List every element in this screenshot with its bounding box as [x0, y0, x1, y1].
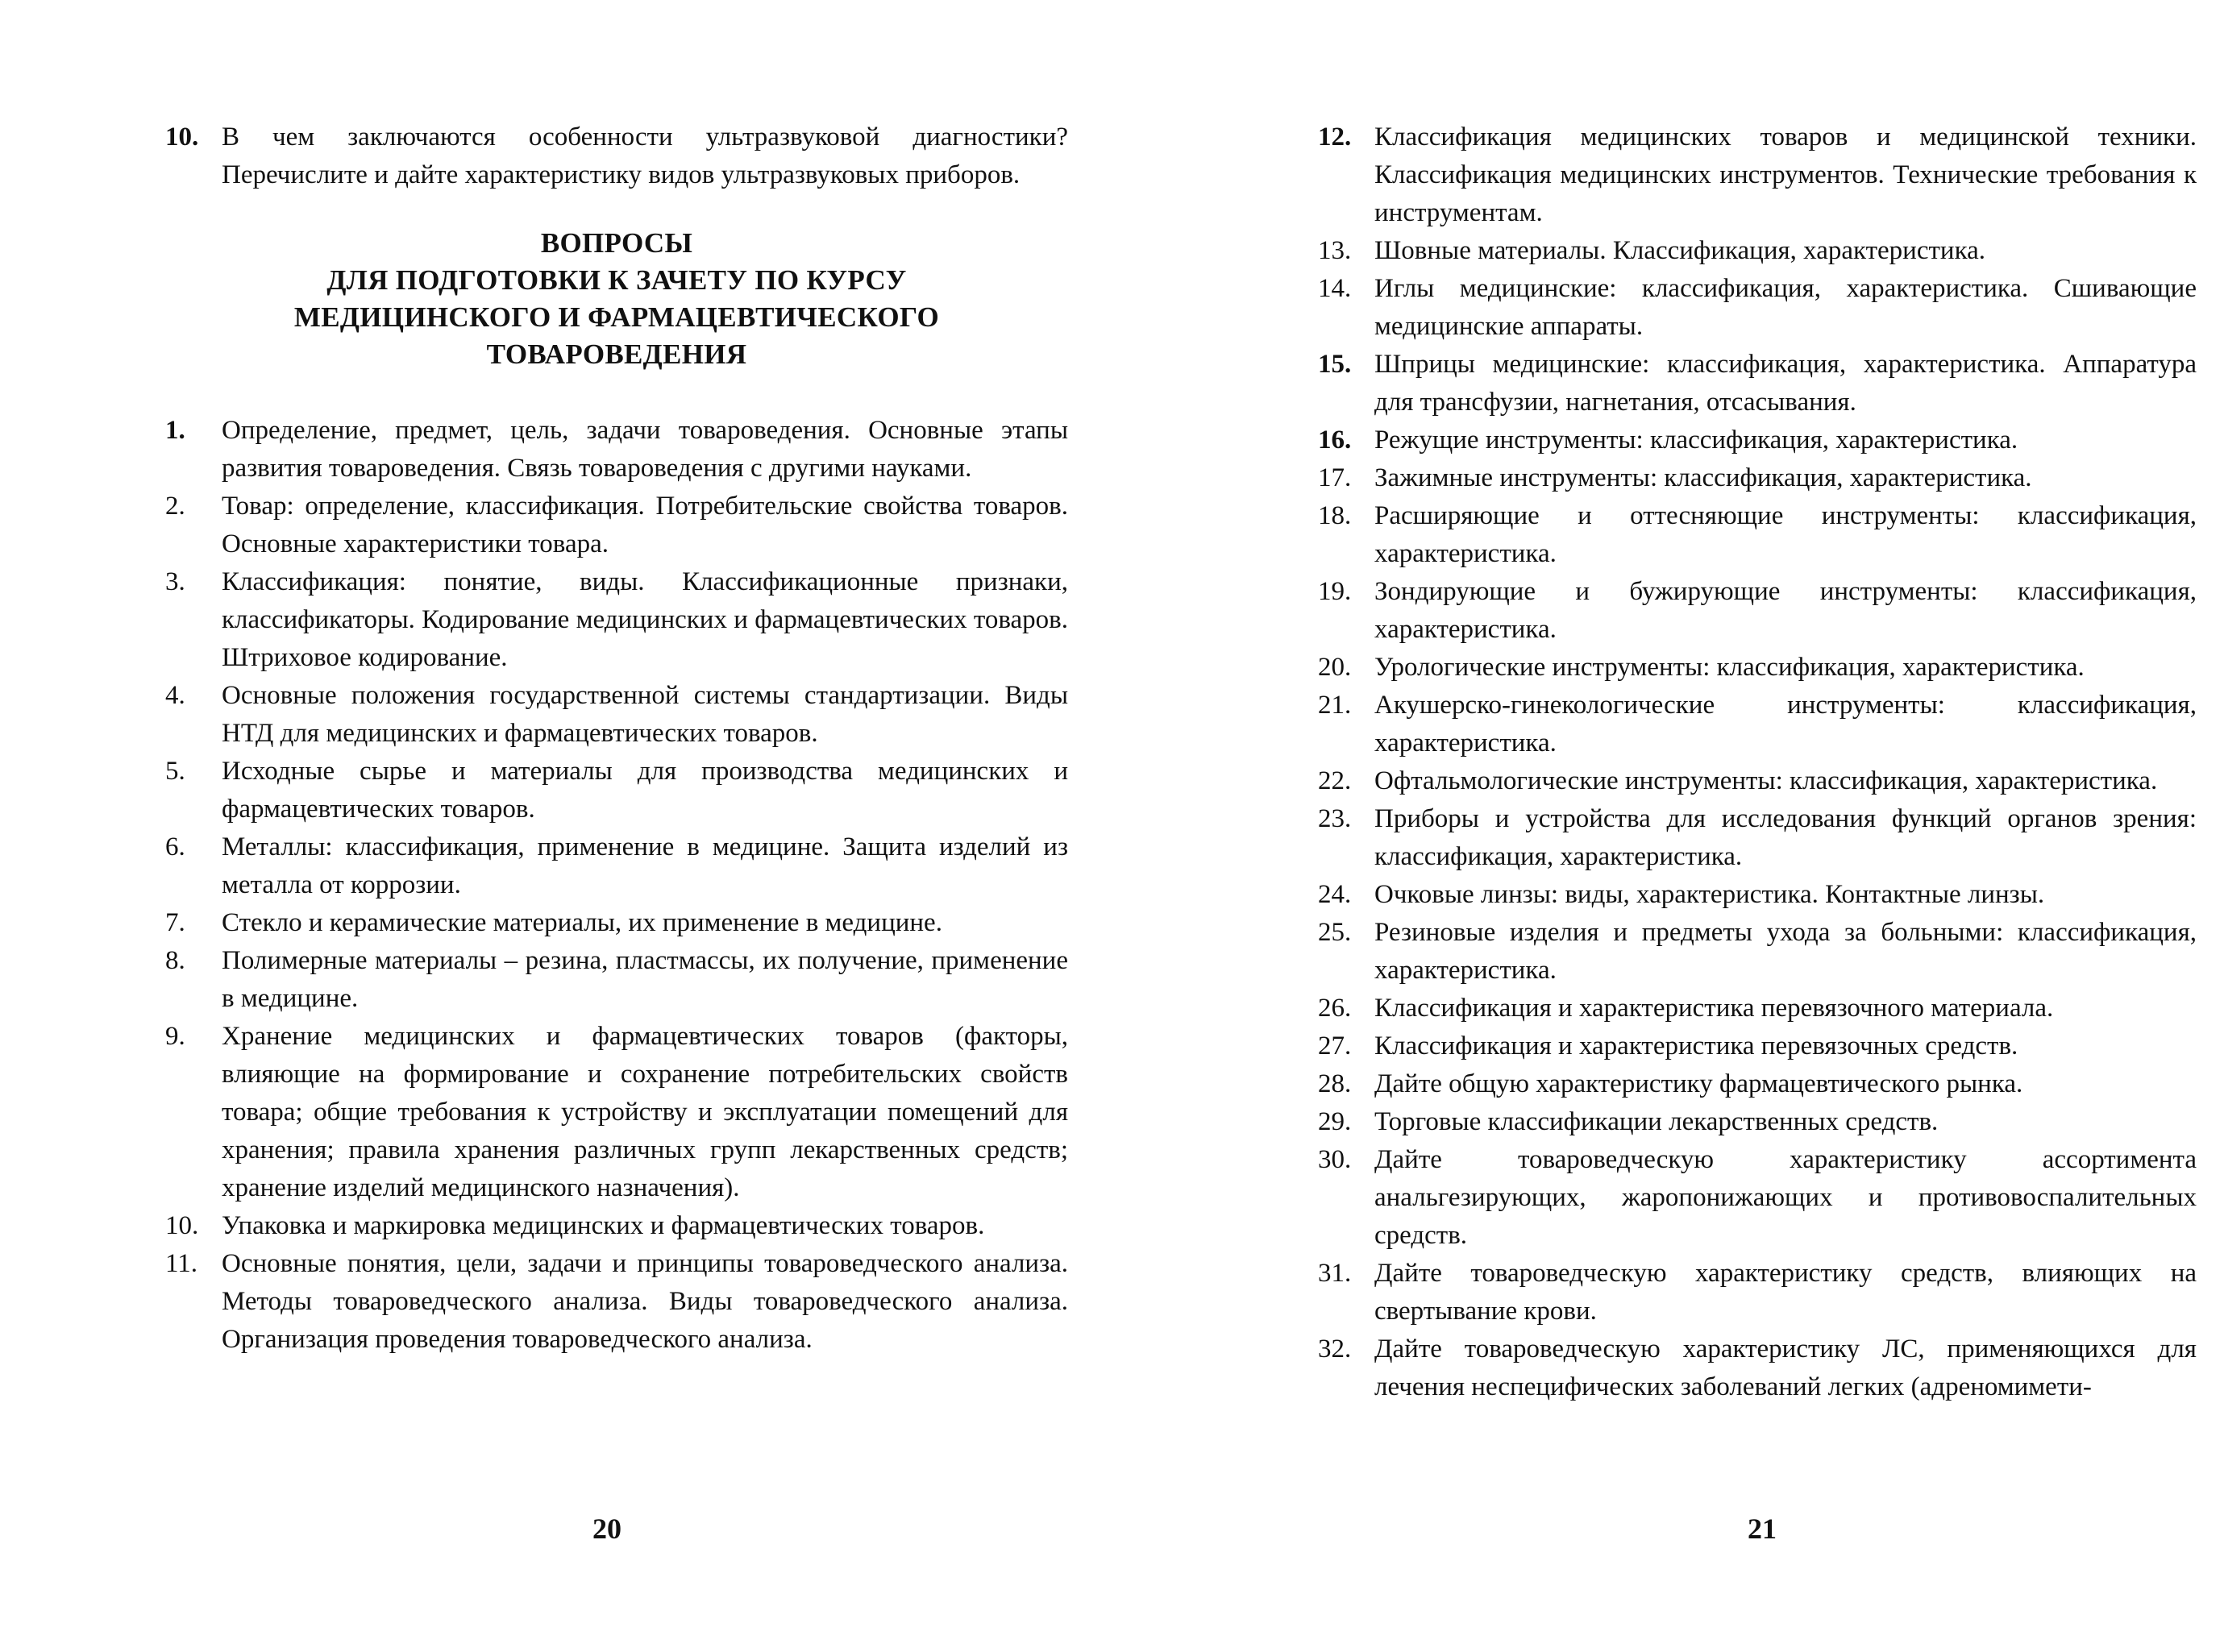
item-text: Классификация медицинских товаров и медицинской техники. Классификация медицинских инструментов. Технические требования к инструментам. — [1374, 122, 2197, 227]
list-item — [165, 904, 1068, 942]
item-number: 16. — [1318, 425, 1352, 455]
left-page-content — [165, 118, 1068, 1359]
item-number: 25. — [1318, 918, 1352, 947]
list-item — [1318, 914, 2197, 990]
item-number: 4. — [165, 681, 185, 710]
list-item — [1318, 118, 2197, 232]
item-text: Очковые линзы: виды, характеристика. Контактные линзы. — [1374, 880, 2045, 909]
list-item — [165, 412, 1068, 488]
item-number: 12. — [1318, 122, 1352, 152]
item-number: 18. — [1318, 501, 1352, 530]
heading-line: ВОПРОСЫ — [540, 227, 693, 259]
list-item — [165, 118, 1068, 194]
item-text: Классификация: понятие, виды. Классификационные признаки, классификаторы. Кодирование медицинских и фармацевтических товаров. Штриховое кодирование. — [222, 567, 1068, 672]
list-item — [1318, 687, 2197, 762]
list-item — [1318, 573, 2197, 649]
list-item — [1318, 421, 2197, 459]
item-text: Полимерные материалы – резина, пластмассы, их получение, применение в медицине. — [222, 946, 1068, 1013]
item-number: 32. — [1318, 1334, 1352, 1364]
item-number: 27. — [1318, 1031, 1352, 1061]
item-text: Торговые классификации лекарственных средств. — [1374, 1107, 1939, 1136]
list-item — [1318, 1255, 2197, 1330]
item-text: Металлы: классификация, применение в медицине. Защита изделий из металла от коррозии. — [222, 832, 1068, 899]
item-text: Товар: определение, классификация. Потребительские свойства товаров. Основные характеристики товара. — [222, 492, 1068, 558]
item-number: 19. — [1318, 577, 1352, 606]
item-number: 29. — [1318, 1107, 1352, 1136]
heading-line: ТОВАРОВЕДЕНИЯ — [486, 338, 747, 370]
item-number: 14. — [1318, 274, 1352, 303]
item-text: Шовные материалы. Классификация, характеристика. — [1374, 236, 1986, 265]
list-item — [165, 828, 1068, 904]
list-item — [165, 1018, 1068, 1207]
item-text: В чем заключаются особенности ультразвуковой диагностики? Перечислите и дайте характеристику видов ультразвуковых приборов. — [222, 122, 1068, 189]
list-item — [1318, 497, 2197, 573]
item-text: Резиновые изделия и предметы ухода за больными: классификация, характеристика. — [1374, 918, 2197, 985]
item-text: Расширяющие и оттесняющие инструменты: классификация, характеристика. — [1374, 501, 2197, 568]
item-number: 22. — [1318, 766, 1352, 795]
list-item — [165, 1245, 1068, 1359]
item-number: 31. — [1318, 1259, 1352, 1288]
item-text: Стекло и керамические материалы, их применение в медицине. — [222, 908, 942, 937]
item-text: Шприцы медицинские: классификация, характеристика. Аппаратура для трансфузии, нагнетания, отсасывания. — [1374, 350, 2197, 417]
item-text: Упаковка и маркировка медицинских и фармацевтических товаров. — [222, 1211, 985, 1240]
item-text: Классификация и характеристика перевязочного материала. — [1374, 994, 2054, 1023]
list-item — [165, 677, 1068, 753]
heading-line: ДЛЯ ПОДГОТОВКИ К ЗАЧЕТУ ПО КУРСУ — [326, 264, 907, 296]
list-item — [1318, 1103, 2197, 1141]
item-number: 30. — [1318, 1145, 1352, 1174]
list-item — [1318, 1027, 2197, 1065]
item-text: Исходные сырье и материалы для производства медицинских и фармацевтических товаров. — [222, 757, 1068, 824]
item-number: 15. — [1318, 350, 1352, 379]
item-text: Дайте товароведческую характеристику ассортимента анальгезирующих, жаропонижающих и противовоспалительных средств. — [1374, 1145, 2197, 1250]
item-text: Зажимные инструменты: классификация, характеристика. — [1374, 463, 2032, 492]
list-item — [165, 753, 1068, 828]
list-item — [1318, 762, 2197, 800]
heading-line: МЕДИЦИНСКОГО И ФАРМАЦЕВТИЧЕСКОГО — [293, 301, 940, 333]
list-item — [1318, 876, 2197, 914]
item-number: 5. — [165, 757, 185, 786]
list-item — [1318, 800, 2197, 876]
item-number: 23. — [1318, 804, 1352, 833]
item-text: Классификация и характеристика перевязочных средств. — [1374, 1031, 2018, 1061]
list-item — [1318, 232, 2197, 270]
list-item — [1318, 459, 2197, 497]
list-item — [165, 942, 1068, 1018]
item-number: 10. — [165, 122, 199, 152]
right-page-content — [1318, 118, 2197, 1406]
section-heading — [165, 225, 1068, 373]
item-text: Офтальмологические инструменты: классификация, характеристика. — [1374, 766, 2158, 795]
list-item — [1318, 649, 2197, 687]
item-number: 20. — [1318, 653, 1352, 682]
item-number: 28. — [1318, 1069, 1352, 1098]
list-item — [1318, 990, 2197, 1027]
item-number: 8. — [165, 946, 185, 975]
list-item — [1318, 1141, 2197, 1255]
item-number: 9. — [165, 1022, 185, 1051]
item-number: 3. — [165, 567, 185, 596]
item-text: Основные понятия, цели, задачи и принципы товароведческого анализа. Методы товароведческого анализа. Виды товароведческого анализа. Организация проведения товароведческого анализа. — [222, 1249, 1068, 1354]
item-number: 24. — [1318, 880, 1352, 909]
list-item — [165, 1207, 1068, 1245]
item-number: 7. — [165, 908, 185, 937]
list-item — [1318, 270, 2197, 346]
list-item — [1318, 1065, 2197, 1103]
item-text: Акушерско-гинекологические инструменты: классификация, характеристика. — [1374, 691, 2197, 758]
item-text: Дайте товароведческую характеристику ЛС, применяющихся для лечения неспецифических заболеваний легких (адреномимети- — [1374, 1334, 2197, 1401]
item-text: Урологические инструменты: классификация, характеристика. — [1374, 653, 2085, 682]
item-text: Дайте общую характеристику фармацевтического рынка. — [1374, 1069, 2023, 1098]
item-number: 2. — [165, 492, 185, 521]
item-number: 17. — [1318, 463, 1352, 492]
page-number: 21 — [1748, 1513, 1777, 1545]
item-number: 6. — [165, 832, 185, 861]
item-number: 13. — [1318, 236, 1352, 265]
item-number: 10. — [165, 1211, 199, 1240]
item-text: Хранение медицинских и фармацевтических товаров (факторы, влияющие на формирование и сохранение потребительских свойств товара; общие требования к устройству и эксплуатации помещений для хранения; правила хранения различных групп лекарственных средств; хранение изделий медицинского назначения). — [222, 1022, 1068, 1202]
item-text: Иглы медицинские: классификация, характеристика. Сшивающие медицинские аппараты. — [1374, 274, 2197, 341]
list-item — [165, 488, 1068, 563]
item-number: 26. — [1318, 994, 1352, 1023]
item-text: Основные положения государственной системы стандартизации. Виды НТД для медицинских и фармацевтических товаров. — [222, 681, 1068, 748]
item-text: Зондирующие и бужирующие инструменты: классификация, характеристика. — [1374, 577, 2197, 644]
item-text: Определение, предмет, цель, задачи товароведения. Основные этапы развития товароведения. Связь товароведения с другими науками. — [222, 416, 1068, 483]
item-text: Дайте товароведческую характеристику средств, влияющих на свертывание крови. — [1374, 1259, 2197, 1326]
list-item — [165, 563, 1068, 677]
item-number: 11. — [165, 1249, 198, 1278]
item-number: 21. — [1318, 691, 1352, 720]
list-item — [1318, 1330, 2197, 1406]
right-page — [1112, 0, 2224, 1652]
list-item — [1318, 346, 2197, 421]
item-number: 1. — [165, 416, 185, 445]
item-text: Режущие инструменты: классификация, характеристика. — [1374, 425, 2018, 455]
page-number: 20 — [592, 1513, 621, 1545]
item-text: Приборы и устройства для исследования функций органов зрения: классификация, характеристика. — [1374, 804, 2197, 871]
